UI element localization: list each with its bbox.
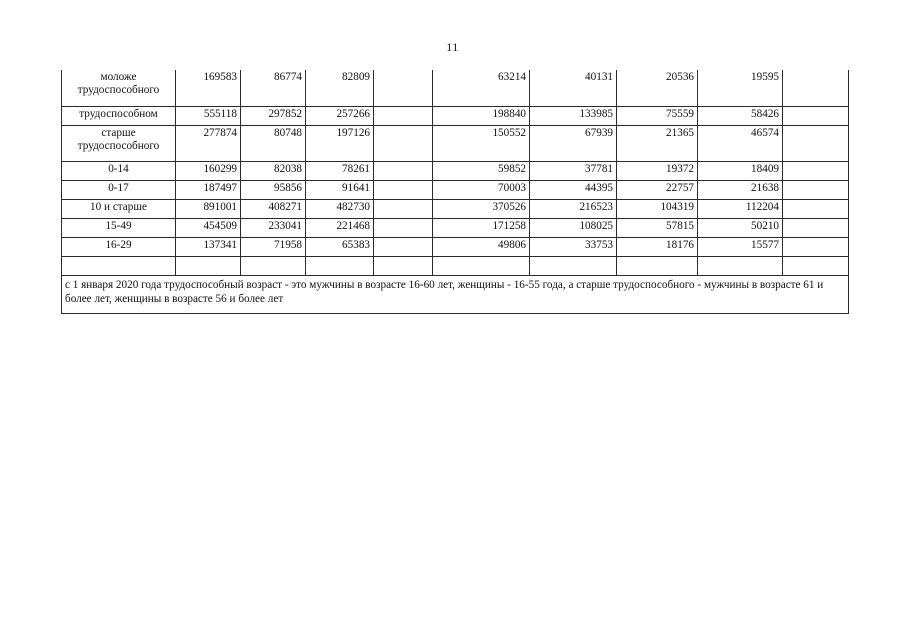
table-cell: 297852	[241, 106, 306, 125]
table-cell	[374, 218, 433, 237]
table-cell: 65383	[306, 237, 374, 256]
footnote: с 1 января 2020 года трудоспособный возраст - это мужчины в возрасте 16-60 лет, женщины - 16-55 года, а старше трудоспособного - мужчины в возрасте 61 и более лет, женщины в возрасте 56 и более лет	[62, 275, 849, 313]
table-cell: 160299	[176, 161, 241, 180]
row-label	[62, 256, 176, 275]
table-cell: 44395	[530, 180, 617, 199]
table-cell: 33753	[530, 237, 617, 256]
table-cell	[783, 218, 849, 237]
table-cell	[617, 256, 698, 275]
table-cell: 257266	[306, 106, 374, 125]
table-cell: 104319	[617, 199, 698, 218]
table-cell	[783, 70, 849, 106]
table-cell: 18176	[617, 237, 698, 256]
table-cell: 80748	[241, 125, 306, 161]
table-cell: 891001	[176, 199, 241, 218]
table-cell: 150552	[433, 125, 530, 161]
row-label: 0-14	[62, 161, 176, 180]
table-cell: 82038	[241, 161, 306, 180]
table-cell	[698, 256, 783, 275]
table-cell: 19372	[617, 161, 698, 180]
table-cell	[783, 161, 849, 180]
table-cell: 71958	[241, 237, 306, 256]
table-row	[62, 237, 849, 256]
table-cell	[306, 256, 374, 275]
table-cell: 19595	[698, 70, 783, 106]
table-cell: 15577	[698, 237, 783, 256]
table-cell	[783, 256, 849, 275]
table-row	[62, 70, 849, 106]
table-cell: 82809	[306, 70, 374, 106]
row-label: 0-17	[62, 180, 176, 199]
row-label: трудоспособном	[62, 106, 176, 125]
table-cell	[374, 180, 433, 199]
table-cell: 75559	[617, 106, 698, 125]
table-cell	[374, 161, 433, 180]
page-number: 11	[446, 40, 459, 54]
table-cell: 454509	[176, 218, 241, 237]
table-cell: 59852	[433, 161, 530, 180]
table-cell	[374, 199, 433, 218]
table-body	[62, 70, 849, 313]
table-cell	[374, 237, 433, 256]
row-label: старше трудоспособного	[62, 125, 176, 161]
table-cell	[783, 237, 849, 256]
table-cell: 408271	[241, 199, 306, 218]
table-row	[62, 256, 849, 275]
table-cell	[176, 256, 241, 275]
table-cell: 57815	[617, 218, 698, 237]
table-row	[62, 180, 849, 199]
table-cell	[783, 199, 849, 218]
table-cell	[241, 256, 306, 275]
table-cell: 22757	[617, 180, 698, 199]
table-cell: 21638	[698, 180, 783, 199]
table-cell: 37781	[530, 161, 617, 180]
table-cell: 171258	[433, 218, 530, 237]
table-cell	[783, 180, 849, 199]
row-label: моложе трудоспособного	[62, 70, 176, 106]
table-cell: 216523	[530, 199, 617, 218]
table-cell: 50210	[698, 218, 783, 237]
table-cell: 20536	[617, 70, 698, 106]
table-cell	[374, 70, 433, 106]
table-cell: 86774	[241, 70, 306, 106]
table-cell: 58426	[698, 106, 783, 125]
table-cell: 555118	[176, 106, 241, 125]
population-table	[61, 70, 849, 314]
table-cell: 95856	[241, 180, 306, 199]
table-cell: 221468	[306, 218, 374, 237]
table-cell: 169583	[176, 70, 241, 106]
table-cell: 198840	[433, 106, 530, 125]
table-cell	[374, 125, 433, 161]
table-cell: 46574	[698, 125, 783, 161]
table-row	[62, 199, 849, 218]
table-cell: 482730	[306, 199, 374, 218]
table-row	[62, 125, 849, 161]
table-cell: 137341	[176, 237, 241, 256]
table-cell	[783, 125, 849, 161]
table-cell: 40131	[530, 70, 617, 106]
table-cell	[433, 256, 530, 275]
table-row	[62, 106, 849, 125]
table-cell: 108025	[530, 218, 617, 237]
table-cell: 91641	[306, 180, 374, 199]
table-cell: 70003	[433, 180, 530, 199]
table-cell	[530, 256, 617, 275]
table-cell: 187497	[176, 180, 241, 199]
row-label: 16-29	[62, 237, 176, 256]
table-cell	[374, 256, 433, 275]
note-row	[62, 275, 849, 313]
table-cell	[374, 106, 433, 125]
table-cell: 49806	[433, 237, 530, 256]
table-cell	[783, 106, 849, 125]
table-cell: 233041	[241, 218, 306, 237]
table-cell: 277874	[176, 125, 241, 161]
row-label: 10 и старше	[62, 199, 176, 218]
table-cell: 78261	[306, 161, 374, 180]
row-label: 15-49	[62, 218, 176, 237]
table-cell: 197126	[306, 125, 374, 161]
table-cell: 370526	[433, 199, 530, 218]
table-cell: 63214	[433, 70, 530, 106]
table-row	[62, 161, 849, 180]
table-cell: 18409	[698, 161, 783, 180]
table-cell: 133985	[530, 106, 617, 125]
table-cell: 67939	[530, 125, 617, 161]
table-cell: 21365	[617, 125, 698, 161]
table-cell: 112204	[698, 199, 783, 218]
table-row	[62, 218, 849, 237]
